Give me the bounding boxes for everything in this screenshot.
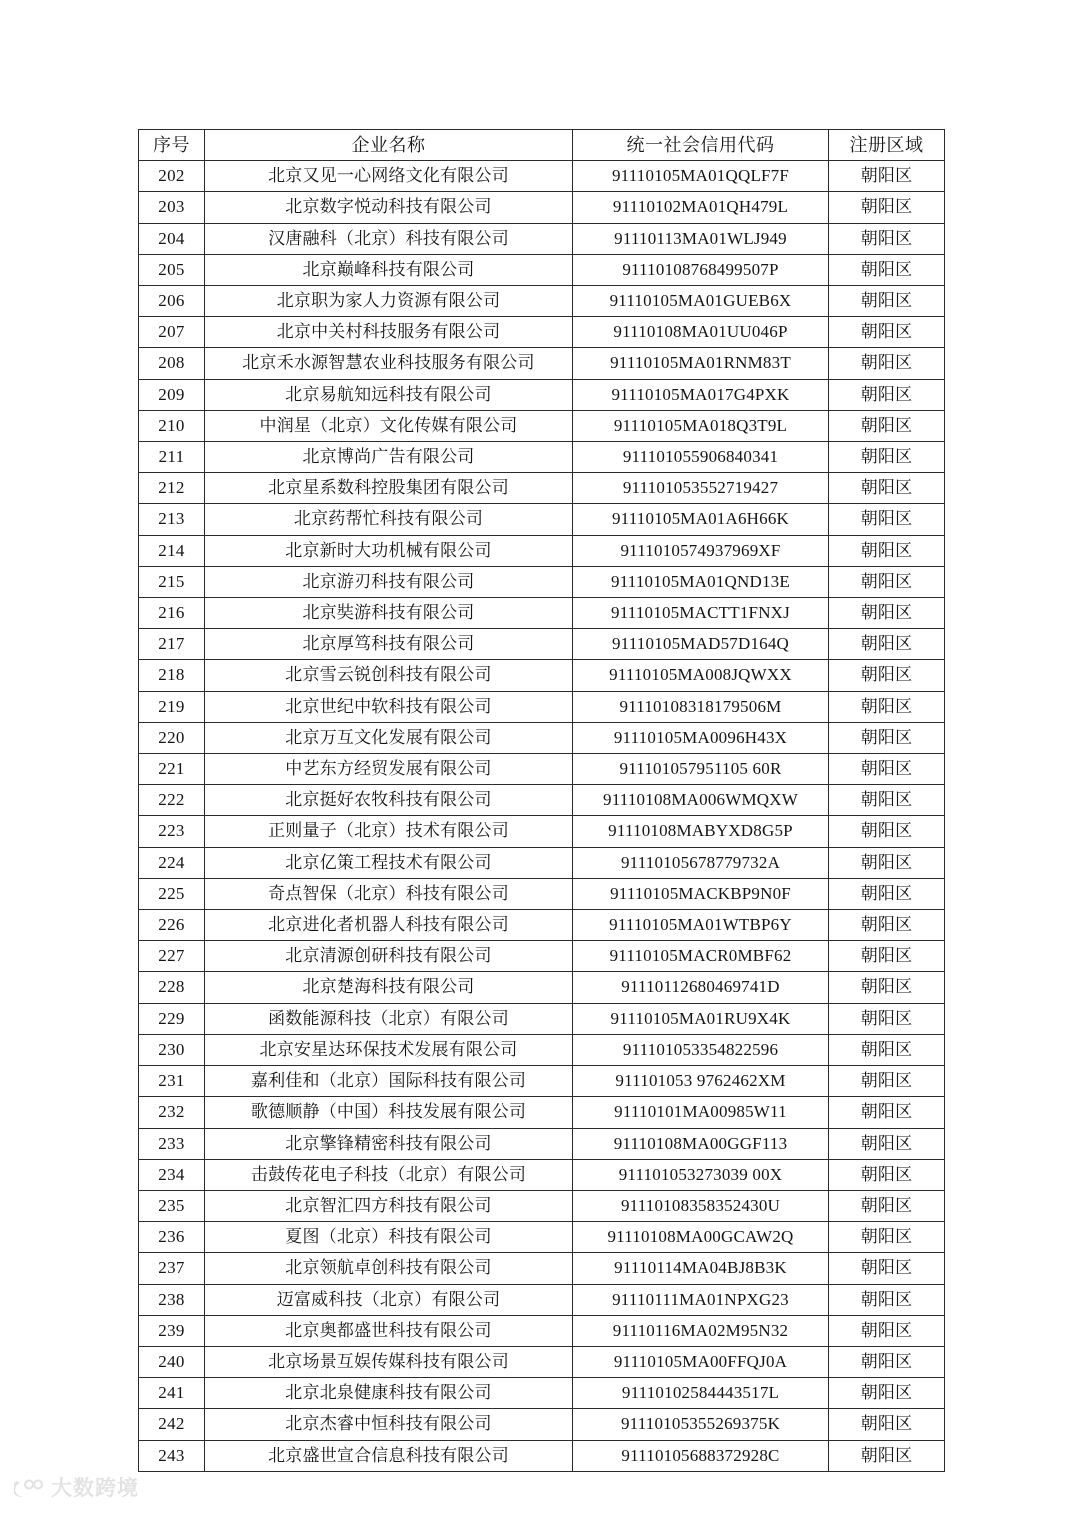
cell-credit-code: 911101053354822596 xyxy=(573,1034,829,1065)
cell-credit-code: 91110105MA0096H43X xyxy=(573,722,829,753)
cell-company-name: 北京奥都盛世科技有限公司 xyxy=(205,1315,573,1346)
table-row xyxy=(139,161,945,192)
cell-sequence-number: 211 xyxy=(139,442,205,473)
cell-registered-region: 朝阳区 xyxy=(829,348,945,379)
cell-credit-code: 91110116MA02M95N32 xyxy=(573,1315,829,1346)
table-row xyxy=(139,1034,945,1065)
cell-registered-region: 朝阳区 xyxy=(829,878,945,909)
cell-sequence-number: 226 xyxy=(139,910,205,941)
cell-sequence-number: 207 xyxy=(139,317,205,348)
cell-credit-code: 91110108768499507P xyxy=(573,254,829,285)
cell-credit-code: 91110101MA00985W11 xyxy=(573,1097,829,1128)
cell-company-name: 击鼓传花电子科技（北京）有限公司 xyxy=(205,1159,573,1190)
table-row xyxy=(139,286,945,317)
cell-sequence-number: 212 xyxy=(139,473,205,504)
cell-registered-region: 朝阳区 xyxy=(829,691,945,722)
cell-registered-region: 朝阳区 xyxy=(829,598,945,629)
cell-registered-region: 朝阳区 xyxy=(829,1097,945,1128)
table-row xyxy=(139,254,945,285)
cell-sequence-number: 242 xyxy=(139,1409,205,1440)
cell-company-name: 北京擎锋精密科技有限公司 xyxy=(205,1128,573,1159)
table-row xyxy=(139,1222,945,1253)
cell-credit-code: 91110105MACR0MBF62 xyxy=(573,941,829,972)
cell-registered-region: 朝阳区 xyxy=(829,1409,945,1440)
cell-sequence-number: 208 xyxy=(139,348,205,379)
cell-registered-region: 朝阳区 xyxy=(829,910,945,941)
cell-registered-region: 朝阳区 xyxy=(829,535,945,566)
cell-company-name: 北京又见一心网络文化有限公司 xyxy=(205,161,573,192)
column-header-code: 统一社会信用代码 xyxy=(573,130,829,161)
cell-registered-region: 朝阳区 xyxy=(829,1253,945,1284)
cell-company-name: 北京万互文化发展有限公司 xyxy=(205,722,573,753)
cell-company-name: 北京北泉健康科技有限公司 xyxy=(205,1378,573,1409)
cell-sequence-number: 214 xyxy=(139,535,205,566)
brand-logo-icon xyxy=(14,1478,44,1500)
cell-company-name: 歌德顺静（中国）科技发展有限公司 xyxy=(205,1097,573,1128)
column-header-region: 注册区域 xyxy=(829,130,945,161)
watermark-text: 大数跨境 xyxy=(51,1477,139,1500)
cell-company-name: 北京盛世宣合信息科技有限公司 xyxy=(205,1440,573,1471)
table-row xyxy=(139,878,945,909)
table-row xyxy=(139,410,945,441)
cell-credit-code: 911101053 9762462XM xyxy=(573,1066,829,1097)
cell-credit-code: 91110105MA01A6H66K xyxy=(573,504,829,535)
cell-company-name: 北京雪云锐创科技有限公司 xyxy=(205,660,573,691)
cell-registered-region: 朝阳区 xyxy=(829,1128,945,1159)
cell-registered-region: 朝阳区 xyxy=(829,504,945,535)
cell-company-name: 奇点智保（北京）科技有限公司 xyxy=(205,878,573,909)
cell-sequence-number: 227 xyxy=(139,941,205,972)
table-row xyxy=(139,1253,945,1284)
cell-registered-region: 朝阳区 xyxy=(829,473,945,504)
cell-company-name: 北京亿策工程技术有限公司 xyxy=(205,847,573,878)
cell-sequence-number: 233 xyxy=(139,1128,205,1159)
table-row xyxy=(139,1003,945,1034)
cell-credit-code: 91110105MA01QND13E xyxy=(573,566,829,597)
table-row xyxy=(139,972,945,1003)
table-row xyxy=(139,535,945,566)
table-row xyxy=(139,348,945,379)
cell-company-name: 北京职为家人力资源有限公司 xyxy=(205,286,573,317)
cell-credit-code: 91110105MAD57D164Q xyxy=(573,629,829,660)
cell-credit-code: 91110105MA01GUEB6X xyxy=(573,286,829,317)
cell-company-name: 嘉利佳和（北京）国际科技有限公司 xyxy=(205,1066,573,1097)
table-header-row xyxy=(139,130,945,161)
cell-sequence-number: 213 xyxy=(139,504,205,535)
cell-registered-region: 朝阳区 xyxy=(829,254,945,285)
cell-credit-code: 91110105688372928C xyxy=(573,1440,829,1471)
table-row xyxy=(139,691,945,722)
cell-company-name: 北京星系数科控股集团有限公司 xyxy=(205,473,573,504)
cell-registered-region: 朝阳区 xyxy=(829,1003,945,1034)
table-row xyxy=(139,722,945,753)
column-header-seq: 序号 xyxy=(139,130,205,161)
cell-credit-code: 911101057951105 60R xyxy=(573,754,829,785)
table-row xyxy=(139,473,945,504)
table-row xyxy=(139,816,945,847)
cell-registered-region: 朝阳区 xyxy=(829,972,945,1003)
table-row xyxy=(139,1346,945,1377)
cell-registered-region: 朝阳区 xyxy=(829,1190,945,1221)
cell-company-name: 北京世纪中软科技有限公司 xyxy=(205,691,573,722)
cell-company-name: 北京游刃科技有限公司 xyxy=(205,566,573,597)
cell-credit-code: 91110111MA01NPXG23 xyxy=(573,1284,829,1315)
cell-sequence-number: 215 xyxy=(139,566,205,597)
cell-company-name: 北京药帮忙科技有限公司 xyxy=(205,504,573,535)
cell-registered-region: 朝阳区 xyxy=(829,1346,945,1377)
cell-registered-region: 朝阳区 xyxy=(829,192,945,223)
cell-credit-code: 91110105MACKBP9N0F xyxy=(573,878,829,909)
cell-credit-code: 91110108318179506M xyxy=(573,691,829,722)
cell-company-name: 北京博尚广告有限公司 xyxy=(205,442,573,473)
cell-registered-region: 朝阳区 xyxy=(829,410,945,441)
table-row xyxy=(139,1440,945,1471)
table-row xyxy=(139,629,945,660)
table-row xyxy=(139,1097,945,1128)
cell-sequence-number: 237 xyxy=(139,1253,205,1284)
table-row xyxy=(139,910,945,941)
cell-credit-code: 91110105MA01QQLF7F xyxy=(573,161,829,192)
cell-registered-region: 朝阳区 xyxy=(829,161,945,192)
cell-sequence-number: 231 xyxy=(139,1066,205,1097)
cell-credit-code: 91110108MABYXD8G5P xyxy=(573,816,829,847)
cell-sequence-number: 225 xyxy=(139,878,205,909)
cell-company-name: 北京杰睿中恒科技有限公司 xyxy=(205,1409,573,1440)
cell-company-name: 中艺东方经贸发展有限公司 xyxy=(205,754,573,785)
cell-credit-code: 91110105MA00FFQJ0A xyxy=(573,1346,829,1377)
cell-registered-region: 朝阳区 xyxy=(829,1315,945,1346)
cell-registered-region: 朝阳区 xyxy=(829,722,945,753)
cell-sequence-number: 240 xyxy=(139,1346,205,1377)
cell-sequence-number: 235 xyxy=(139,1190,205,1221)
cell-credit-code: 91110105MA01WTBP6Y xyxy=(573,910,829,941)
cell-credit-code: 91110105MA008JQWXX xyxy=(573,660,829,691)
table-row xyxy=(139,192,945,223)
table-row xyxy=(139,941,945,972)
table-row xyxy=(139,566,945,597)
cell-company-name: 北京新时大功机械有限公司 xyxy=(205,535,573,566)
cell-company-name: 北京易航知远科技有限公司 xyxy=(205,379,573,410)
cell-company-name: 函数能源科技（北京）有限公司 xyxy=(205,1003,573,1034)
cell-registered-region: 朝阳区 xyxy=(829,317,945,348)
cell-company-name: 汉唐融科（北京）科技有限公司 xyxy=(205,223,573,254)
cell-credit-code: 9111010574937969XF xyxy=(573,535,829,566)
cell-sequence-number: 241 xyxy=(139,1378,205,1409)
cell-sequence-number: 209 xyxy=(139,379,205,410)
table-row xyxy=(139,1315,945,1346)
table-row xyxy=(139,317,945,348)
cell-registered-region: 朝阳区 xyxy=(829,1222,945,1253)
cell-registered-region: 朝阳区 xyxy=(829,941,945,972)
table-row xyxy=(139,379,945,410)
cell-credit-code: 91110108MA00GCAW2Q xyxy=(573,1222,829,1253)
cell-registered-region: 朝阳区 xyxy=(829,1066,945,1097)
cell-credit-code: 91110105MACTT1FNXJ xyxy=(573,598,829,629)
cell-registered-region: 朝阳区 xyxy=(829,629,945,660)
table-row xyxy=(139,1128,945,1159)
table-row xyxy=(139,1284,945,1315)
table-row xyxy=(139,598,945,629)
cell-registered-region: 朝阳区 xyxy=(829,1440,945,1471)
cell-company-name: 北京中关村科技服务有限公司 xyxy=(205,317,573,348)
enterprise-table xyxy=(138,129,945,1472)
cell-company-name: 北京奘游科技有限公司 xyxy=(205,598,573,629)
cell-company-name: 迈富威科技（北京）有限公司 xyxy=(205,1284,573,1315)
enterprise-table-container xyxy=(138,129,944,1472)
cell-company-name: 北京巅峰科技有限公司 xyxy=(205,254,573,285)
table-row xyxy=(139,1159,945,1190)
table-header xyxy=(139,130,945,161)
cell-company-name: 北京楚海科技有限公司 xyxy=(205,972,573,1003)
cell-credit-code: 91110105678779732A xyxy=(573,847,829,878)
cell-credit-code: 91110108MA01UU046P xyxy=(573,317,829,348)
table-row xyxy=(139,504,945,535)
cell-sequence-number: 221 xyxy=(139,754,205,785)
cell-registered-region: 朝阳区 xyxy=(829,379,945,410)
cell-sequence-number: 222 xyxy=(139,785,205,816)
cell-company-name: 正则量子（北京）技术有限公司 xyxy=(205,816,573,847)
cell-sequence-number: 216 xyxy=(139,598,205,629)
cell-company-name: 北京挺好农牧科技有限公司 xyxy=(205,785,573,816)
cell-company-name: 北京领航卓创科技有限公司 xyxy=(205,1253,573,1284)
table-row xyxy=(139,1378,945,1409)
cell-sequence-number: 236 xyxy=(139,1222,205,1253)
cell-company-name: 中润星（北京）文化传媒有限公司 xyxy=(205,410,573,441)
watermark xyxy=(14,1478,139,1500)
table-row xyxy=(139,754,945,785)
cell-sequence-number: 220 xyxy=(139,722,205,753)
cell-registered-region: 朝阳区 xyxy=(829,754,945,785)
cell-company-name: 北京场景互娱传媒科技有限公司 xyxy=(205,1346,573,1377)
cell-sequence-number: 238 xyxy=(139,1284,205,1315)
cell-sequence-number: 218 xyxy=(139,660,205,691)
cell-registered-region: 朝阳区 xyxy=(829,1034,945,1065)
cell-company-name: 北京安星达环保技术发展有限公司 xyxy=(205,1034,573,1065)
cell-company-name: 北京禾水源智慧农业科技服务有限公司 xyxy=(205,348,573,379)
table-row xyxy=(139,1066,945,1097)
cell-credit-code: 91110105MA01RU9X4K xyxy=(573,1003,829,1034)
table-row xyxy=(139,223,945,254)
cell-sequence-number: 205 xyxy=(139,254,205,285)
cell-credit-code: 91110108MA00GGF113 xyxy=(573,1128,829,1159)
cell-credit-code: 911101055906840341 xyxy=(573,442,829,473)
cell-registered-region: 朝阳区 xyxy=(829,1378,945,1409)
cell-sequence-number: 229 xyxy=(139,1003,205,1034)
cell-registered-region: 朝阳区 xyxy=(829,785,945,816)
cell-company-name: 北京厚笃科技有限公司 xyxy=(205,629,573,660)
cell-registered-region: 朝阳区 xyxy=(829,442,945,473)
cell-registered-region: 朝阳区 xyxy=(829,566,945,597)
cell-sequence-number: 202 xyxy=(139,161,205,192)
table-row xyxy=(139,660,945,691)
table-row xyxy=(139,1409,945,1440)
cell-credit-code: 91110114MA04BJ8B3K xyxy=(573,1253,829,1284)
cell-sequence-number: 232 xyxy=(139,1097,205,1128)
cell-sequence-number: 230 xyxy=(139,1034,205,1065)
cell-sequence-number: 234 xyxy=(139,1159,205,1190)
cell-credit-code: 91110105355269375K xyxy=(573,1409,829,1440)
cell-sequence-number: 243 xyxy=(139,1440,205,1471)
cell-credit-code: 911101053552719427 xyxy=(573,473,829,504)
cell-registered-region: 朝阳区 xyxy=(829,223,945,254)
column-header-name: 企业名称 xyxy=(205,130,573,161)
cell-credit-code: 91110105MA017G4PXK xyxy=(573,379,829,410)
cell-sequence-number: 217 xyxy=(139,629,205,660)
cell-sequence-number: 206 xyxy=(139,286,205,317)
cell-credit-code: 91110108MA006WMQXW xyxy=(573,785,829,816)
cell-registered-region: 朝阳区 xyxy=(829,1284,945,1315)
cell-credit-code: 91110102MA01QH479L xyxy=(573,192,829,223)
cell-registered-region: 朝阳区 xyxy=(829,1159,945,1190)
table-row xyxy=(139,1190,945,1221)
cell-company-name: 夏图（北京）科技有限公司 xyxy=(205,1222,573,1253)
cell-company-name: 北京智汇四方科技有限公司 xyxy=(205,1190,573,1221)
cell-company-name: 北京进化者机器人科技有限公司 xyxy=(205,910,573,941)
cell-credit-code: 91110112680469741D xyxy=(573,972,829,1003)
cell-registered-region: 朝阳区 xyxy=(829,816,945,847)
cell-sequence-number: 210 xyxy=(139,410,205,441)
cell-company-name: 北京数字悦动科技有限公司 xyxy=(205,192,573,223)
table-row xyxy=(139,847,945,878)
cell-sequence-number: 224 xyxy=(139,847,205,878)
cell-sequence-number: 203 xyxy=(139,192,205,223)
cell-credit-code: 91110105MA01RNM83T xyxy=(573,348,829,379)
cell-credit-code: 91110105MA018Q3T9L xyxy=(573,410,829,441)
table-body xyxy=(139,161,945,1472)
cell-sequence-number: 239 xyxy=(139,1315,205,1346)
cell-sequence-number: 223 xyxy=(139,816,205,847)
cell-credit-code: 911101053273039 00X xyxy=(573,1159,829,1190)
cell-sequence-number: 219 xyxy=(139,691,205,722)
cell-company-name: 北京清源创研科技有限公司 xyxy=(205,941,573,972)
table-row xyxy=(139,785,945,816)
cell-credit-code: 91110113MA01WLJ949 xyxy=(573,223,829,254)
cell-sequence-number: 228 xyxy=(139,972,205,1003)
cell-credit-code: 91110102584443517L xyxy=(573,1378,829,1409)
cell-credit-code: 91110108358352430U xyxy=(573,1190,829,1221)
cell-registered-region: 朝阳区 xyxy=(829,286,945,317)
table-row xyxy=(139,442,945,473)
cell-sequence-number: 204 xyxy=(139,223,205,254)
cell-registered-region: 朝阳区 xyxy=(829,847,945,878)
cell-registered-region: 朝阳区 xyxy=(829,660,945,691)
